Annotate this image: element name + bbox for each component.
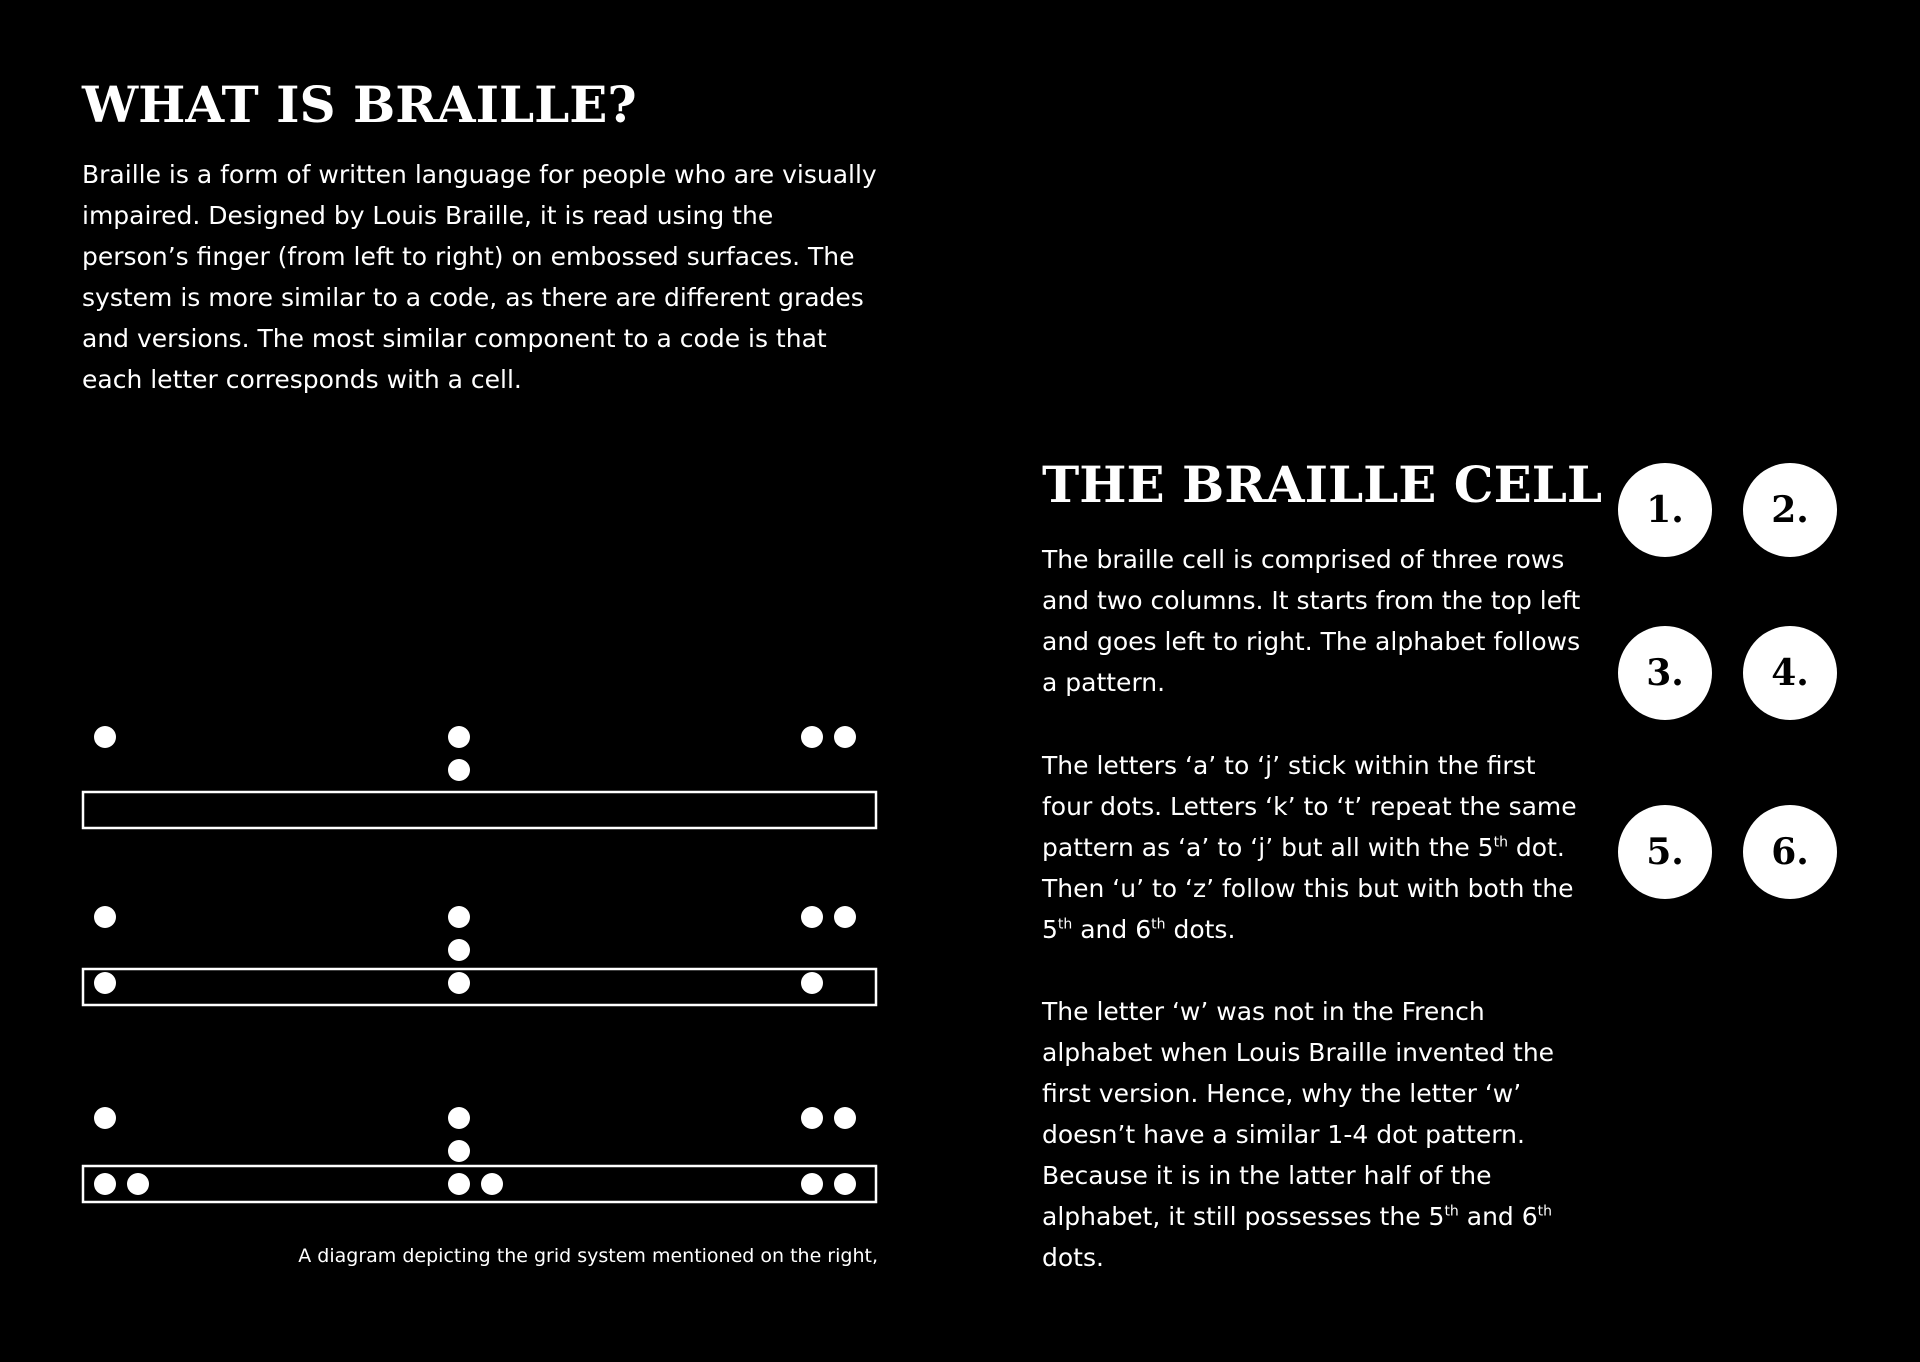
braille-cell-heading: THE BRAILLE CELL	[1042, 455, 1603, 514]
braille-cell-dot-4: 4.	[1743, 626, 1837, 720]
braille-dot	[94, 906, 116, 928]
para2-ordinal-1: th	[1493, 834, 1508, 851]
braille-dot	[801, 1107, 823, 1129]
braille-dot	[834, 1107, 856, 1129]
para2-ordinal-3: th	[1151, 916, 1166, 933]
para2-ordinal-2: th	[1057, 916, 1073, 933]
diagram-caption: A diagram depicting the grid system mentioned on the right,	[298, 1245, 878, 1267]
braille-cell-dot-6: 6.	[1743, 805, 1837, 899]
intro-heading: WHAT IS BRAILLE?	[82, 75, 637, 134]
braille-dot	[834, 906, 856, 928]
grid-bar	[83, 1166, 876, 1202]
braille-dot	[448, 1107, 470, 1129]
diagram-row-3	[83, 1107, 876, 1202]
braille-dot	[448, 759, 470, 781]
intro-paragraph: Braille is a form of written language for people who are visually impaired. Designed by Louis Braille, it is read using the person’s finger (from left to right) on embossed surfaces. The system is more similar to a code, as there are different grades and versions. The most similar component to a code is that each letter corresponds with a cell.	[82, 160, 877, 394]
braille-dot	[94, 1107, 116, 1129]
braille-dot	[94, 1173, 116, 1195]
diagram-row-2	[83, 906, 876, 1005]
braille-dot	[801, 972, 823, 994]
para3-text-a: The letter ‘w’ was not in the French alphabet when Louis Braille invented the first version. Hence, why the letter ‘w’ doesn’t have a similar 1-4 dot pattern. Because it is in the latter half of the alphabet, it still possesses the 5	[1042, 997, 1555, 1231]
braille-cell-dot-5: 5.	[1618, 805, 1712, 899]
para2-text-a: The letters ‘a’ to ‘j’ stick within the first four dots. Letters ‘k’ to ‘t’ repeat the same pattern as ‘a’ to ‘j’ but all with the 5	[1042, 751, 1577, 862]
braille-dot	[448, 906, 470, 928]
braille-dot	[127, 1173, 149, 1195]
braille-dot	[834, 1173, 856, 1195]
para2-text-b: dot. Then ‘u’ to ‘z’ follow this but with both the 5	[1042, 833, 1574, 944]
braille-dot	[94, 726, 116, 748]
braille-dot	[448, 972, 470, 994]
para2-text-c: and 6	[1072, 915, 1152, 944]
diagram-row-1	[83, 726, 876, 828]
braille-dot	[801, 906, 823, 928]
braille-cell-paragraph-1: The braille cell is comprised of three rows and two columns. It starts from the top left and goes left to right. The alphabet follows a pattern.	[1042, 545, 1581, 697]
braille-cell-dot-3: 3.	[1618, 626, 1712, 720]
grid-bar	[83, 969, 876, 1005]
braille-dot	[94, 972, 116, 994]
braille-dot	[834, 726, 856, 748]
para3-ordinal-2: th	[1537, 1203, 1553, 1220]
braille-cell-dot-1: 1.	[1618, 463, 1712, 557]
para3-ordinal-1: th	[1444, 1203, 1459, 1220]
grid-bar	[83, 792, 876, 828]
braille-dot	[448, 726, 470, 748]
braille-dot	[481, 1173, 503, 1195]
para3-text-b: and 6	[1458, 1202, 1538, 1231]
braille-dot	[448, 1140, 470, 1162]
braille-dot	[801, 1173, 823, 1195]
braille-dot	[801, 726, 823, 748]
para2-text-d: dots.	[1165, 915, 1236, 944]
para3-text-c: dots.	[1042, 1243, 1104, 1272]
braille-cell-dot-2: 2.	[1743, 463, 1837, 557]
braille-dot	[448, 1173, 470, 1195]
braille-dot	[448, 939, 470, 961]
